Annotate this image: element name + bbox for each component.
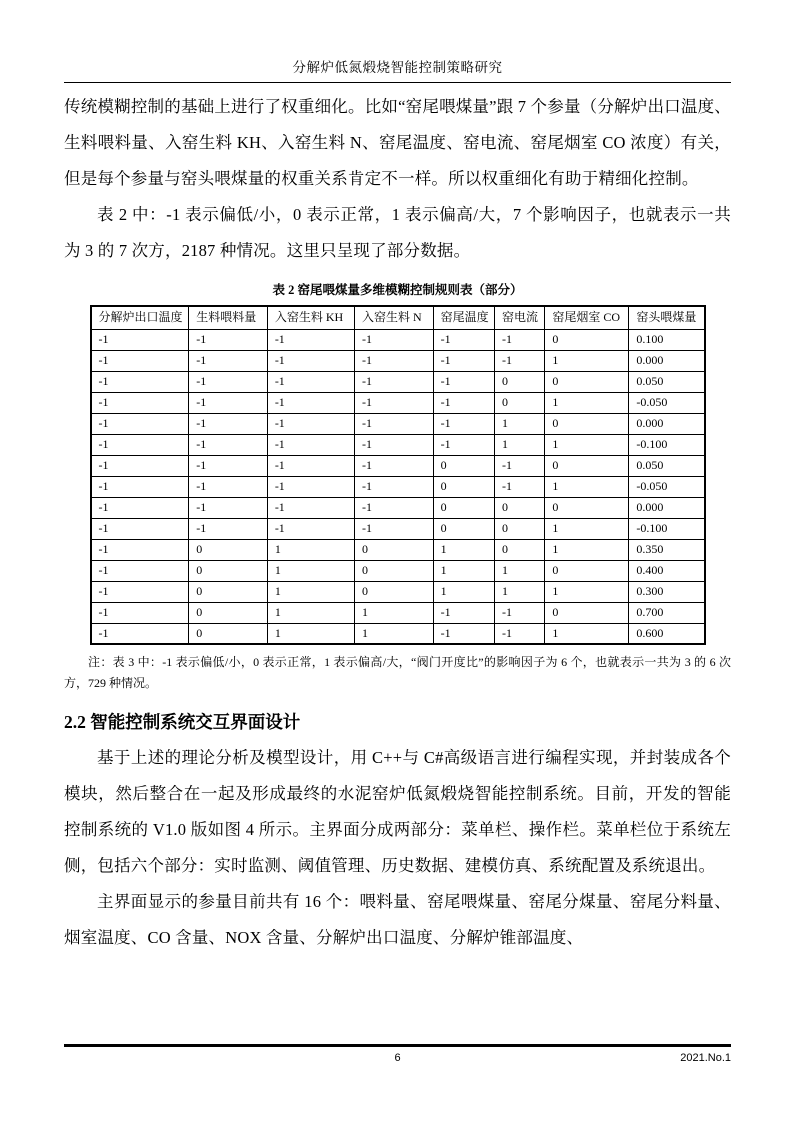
table-row — [91, 581, 705, 602]
table-cell: -1 — [494, 623, 544, 644]
table-cell: 0 — [189, 560, 268, 581]
table-note: 注：表 3 中：-1 表示偏低/小，0 表示正常，1 表示偏高/大，“阀门开度比”的影响因子为 6 个，也就表示一共为 3 的 6 次方，729 种情况。 — [64, 655, 731, 690]
table-cell: -1 — [91, 350, 189, 371]
table-cell: -1 — [189, 350, 268, 371]
footer-rule — [64, 1044, 731, 1047]
table-cell: 1 — [545, 581, 629, 602]
table-cell: 1 — [267, 581, 354, 602]
header-rule — [64, 82, 731, 83]
table-cell: 0.100 — [629, 329, 705, 350]
table-cell: -1 — [91, 560, 189, 581]
table-header-cell: 分解炉出口温度 — [91, 306, 189, 329]
table-cell: 0 — [494, 371, 544, 392]
table-row — [91, 371, 705, 392]
table-cell: 0 — [355, 539, 434, 560]
table-cell: 0 — [494, 497, 544, 518]
table-cell: -1 — [267, 455, 354, 476]
table-cell: 0 — [433, 455, 494, 476]
table-cell: 1 — [494, 560, 544, 581]
table-cell: 1 — [545, 476, 629, 497]
table-cell: -1 — [433, 392, 494, 413]
body-paragraph-3: 基于上述的理论分析及模型设计，用 C++与 C#高级语言进行编程实现，并封装成各个模块，然后整合在一起及形成最终的水泥窑炉低氮煅烧智能控制系统。目前，开发的智能控制系统的 V1.0 版如图 4 所示。主界面分成两部分：菜单栏、操作栏。菜单栏位于系统左侧，包括六个部分：实时监测、阈值管理、历史数据、建模仿真、系统配置及系统退出。 — [64, 748, 731, 875]
rules-table-body — [91, 329, 705, 644]
table-cell: 0 — [494, 539, 544, 560]
table-cell: 0.600 — [629, 623, 705, 644]
table-cell: 1 — [545, 350, 629, 371]
table-row — [91, 602, 705, 623]
table-row — [91, 392, 705, 413]
table-cell: 0.000 — [629, 413, 705, 434]
table-cell: 1 — [545, 518, 629, 539]
table-cell: -1 — [433, 371, 494, 392]
table-cell: -1 — [494, 329, 544, 350]
page-footer — [64, 1044, 731, 1067]
table-cell: 0 — [355, 560, 434, 581]
table-header-cell: 入窑生料 KH — [267, 306, 354, 329]
table-cell: 0 — [189, 581, 268, 602]
table-header-cell: 窑电流 — [494, 306, 544, 329]
table-cell: -1 — [355, 392, 434, 413]
table-cell: 1 — [355, 623, 434, 644]
section-heading-2-2: 2.2 智能控制系统交互界面设计 — [64, 712, 301, 732]
table-cell: 1 — [545, 539, 629, 560]
table-cell: 0 — [494, 518, 544, 539]
table-cell: 1 — [545, 623, 629, 644]
table-cell: -1 — [91, 392, 189, 413]
table-cell: -1 — [267, 371, 354, 392]
body-paragraph-4: 主界面显示的参量目前共有 16 个：喂料量、窑尾喂煤量、窑尾分煤量、窑尾分料量、烟室温度、CO 含量、NOX 含量、分解炉出口温度、分解炉锥部温度、 — [64, 892, 731, 947]
table-cell: -1 — [433, 350, 494, 371]
table-cell: 0.000 — [629, 350, 705, 371]
table-cell: -1 — [433, 413, 494, 434]
table-row — [91, 560, 705, 581]
table-cell: -1 — [189, 413, 268, 434]
fuzzy-control-rules-table — [90, 305, 706, 645]
table-cell: 0 — [433, 518, 494, 539]
table-cell: 1 — [267, 623, 354, 644]
table-row — [91, 518, 705, 539]
table-cell: 0 — [545, 455, 629, 476]
table-cell: -1 — [91, 518, 189, 539]
table-cell: -1 — [189, 329, 268, 350]
table-header-cell: 生料喂料量 — [189, 306, 268, 329]
footer-row — [64, 1049, 731, 1067]
running-header-title: 分解炉低氮煅烧智能控制策略研究 — [292, 60, 503, 75]
table-cell: -1 — [189, 371, 268, 392]
table-cell: -1 — [189, 476, 268, 497]
table-row — [91, 476, 705, 497]
table-cell: -1 — [267, 350, 354, 371]
table-header-cell: 入窑生料 N — [355, 306, 434, 329]
table-cell: -1 — [91, 476, 189, 497]
table-cell: 0 — [545, 560, 629, 581]
table-cell: 0.000 — [629, 497, 705, 518]
issue-label: 2021.No.1 — [680, 1052, 731, 1064]
table-cell: 1 — [267, 539, 354, 560]
table-cell: -1 — [91, 413, 189, 434]
table-cell: -1 — [91, 539, 189, 560]
table-cell: 0 — [545, 413, 629, 434]
table-cell: 0 — [545, 602, 629, 623]
table-cell: -1 — [433, 623, 494, 644]
table-cell: -1 — [189, 455, 268, 476]
table-cell: -1 — [433, 434, 494, 455]
rules-table-head — [91, 306, 705, 329]
table-header-cell: 窑头喂煤量 — [629, 306, 705, 329]
table-cell: 0.300 — [629, 581, 705, 602]
table-cell: -1 — [91, 602, 189, 623]
table-cell: -1 — [189, 434, 268, 455]
table-cell: 0 — [433, 497, 494, 518]
table-cell: -1 — [267, 392, 354, 413]
table-cell: -1 — [355, 518, 434, 539]
table-row — [91, 539, 705, 560]
table-cell: -1 — [355, 413, 434, 434]
table-cell: -1 — [355, 455, 434, 476]
table-cell: -0.050 — [629, 476, 705, 497]
table-cell: -1 — [433, 602, 494, 623]
table-cell: 0 — [545, 329, 629, 350]
table-cell: -1 — [267, 413, 354, 434]
table-cell: 1 — [494, 413, 544, 434]
table-cell: 1 — [494, 581, 544, 602]
table-cell: -1 — [355, 497, 434, 518]
table-row — [91, 329, 705, 350]
table-cell: 0.050 — [629, 455, 705, 476]
table-cell: 0 — [494, 392, 544, 413]
table-cell: -1 — [267, 329, 354, 350]
table-cell: -1 — [355, 476, 434, 497]
table-cell: 1 — [433, 560, 494, 581]
table-cell: -1 — [91, 329, 189, 350]
table-cell: -1 — [267, 518, 354, 539]
table-cell: -1 — [267, 497, 354, 518]
table-cell: 0.400 — [629, 560, 705, 581]
table-cell: -1 — [189, 518, 268, 539]
table-row — [91, 623, 705, 644]
table-row — [91, 455, 705, 476]
table-cell: -1 — [91, 434, 189, 455]
table-cell: 0.700 — [629, 602, 705, 623]
table-cell: -0.050 — [629, 392, 705, 413]
table-caption: 表 2 窑尾喂煤量多维模糊控制规则表（部分） — [272, 283, 523, 297]
table-cell: 0 — [545, 371, 629, 392]
table-cell: 1 — [433, 539, 494, 560]
table-cell: 0.350 — [629, 539, 705, 560]
table-cell: 1 — [545, 434, 629, 455]
table-row — [91, 497, 705, 518]
table-cell: -1 — [355, 371, 434, 392]
table-cell: -1 — [91, 371, 189, 392]
table-row — [91, 350, 705, 371]
table-cell: -1 — [91, 581, 189, 602]
table-cell: -1 — [91, 623, 189, 644]
table-cell: -1 — [91, 497, 189, 518]
table-row — [91, 413, 705, 434]
table-cell: -1 — [494, 350, 544, 371]
table-cell: 0 — [545, 497, 629, 518]
table-cell: -1 — [267, 434, 354, 455]
table-cell: -1 — [433, 329, 494, 350]
table-cell: 1 — [267, 560, 354, 581]
body-paragraph-2: 表 2 中：-1 表示偏低/小，0 表示正常，1 表示偏高/大，7 个影响因子，也就表示一共为 3 的 7 次方，2187 种情况。这里只呈现了部分数据。 — [64, 205, 731, 260]
table-cell: 0 — [189, 602, 268, 623]
table-cell: -1 — [189, 497, 268, 518]
table-cell: -1 — [189, 392, 268, 413]
table-cell: 1 — [494, 434, 544, 455]
table-cell: 0 — [355, 581, 434, 602]
table-cell: -1 — [494, 476, 544, 497]
table-cell: -0.100 — [629, 518, 705, 539]
table-cell: -1 — [91, 455, 189, 476]
table-cell: 1 — [355, 602, 434, 623]
table-cell: 1 — [545, 392, 629, 413]
table-cell: -1 — [355, 329, 434, 350]
table-cell: -1 — [267, 476, 354, 497]
table-cell: 0.050 — [629, 371, 705, 392]
table-cell: -1 — [355, 350, 434, 371]
table-header-cell: 窑尾温度 — [433, 306, 494, 329]
body-paragraph-1: 传统模糊控制的基础上进行了权重细化。比如“窑尾喂煤量”跟 7 个参量（分解炉出口温度、生料喂料量、入窑生料 KH、入窑生料 N、窑尾温度、窑电流、窑尾烟室 CO 浓度）有关，但是每个参量与窑头喂煤量的权重关系肯定不一样。所以权重细化有助于精细化控制。 — [64, 97, 731, 188]
table-cell: 0 — [189, 539, 268, 560]
table-cell: 0 — [433, 476, 494, 497]
table-cell: -1 — [355, 434, 434, 455]
table-cell: -0.100 — [629, 434, 705, 455]
table-cell: -1 — [494, 602, 544, 623]
table-cell: 1 — [267, 602, 354, 623]
table-row — [91, 434, 705, 455]
table-cell: 1 — [433, 581, 494, 602]
rules-table-header-row — [91, 306, 705, 329]
table-header-cell: 窑尾烟室 CO — [545, 306, 629, 329]
table-cell: 0 — [189, 623, 268, 644]
table-cell: -1 — [494, 455, 544, 476]
page-number: 6 — [394, 1052, 401, 1064]
